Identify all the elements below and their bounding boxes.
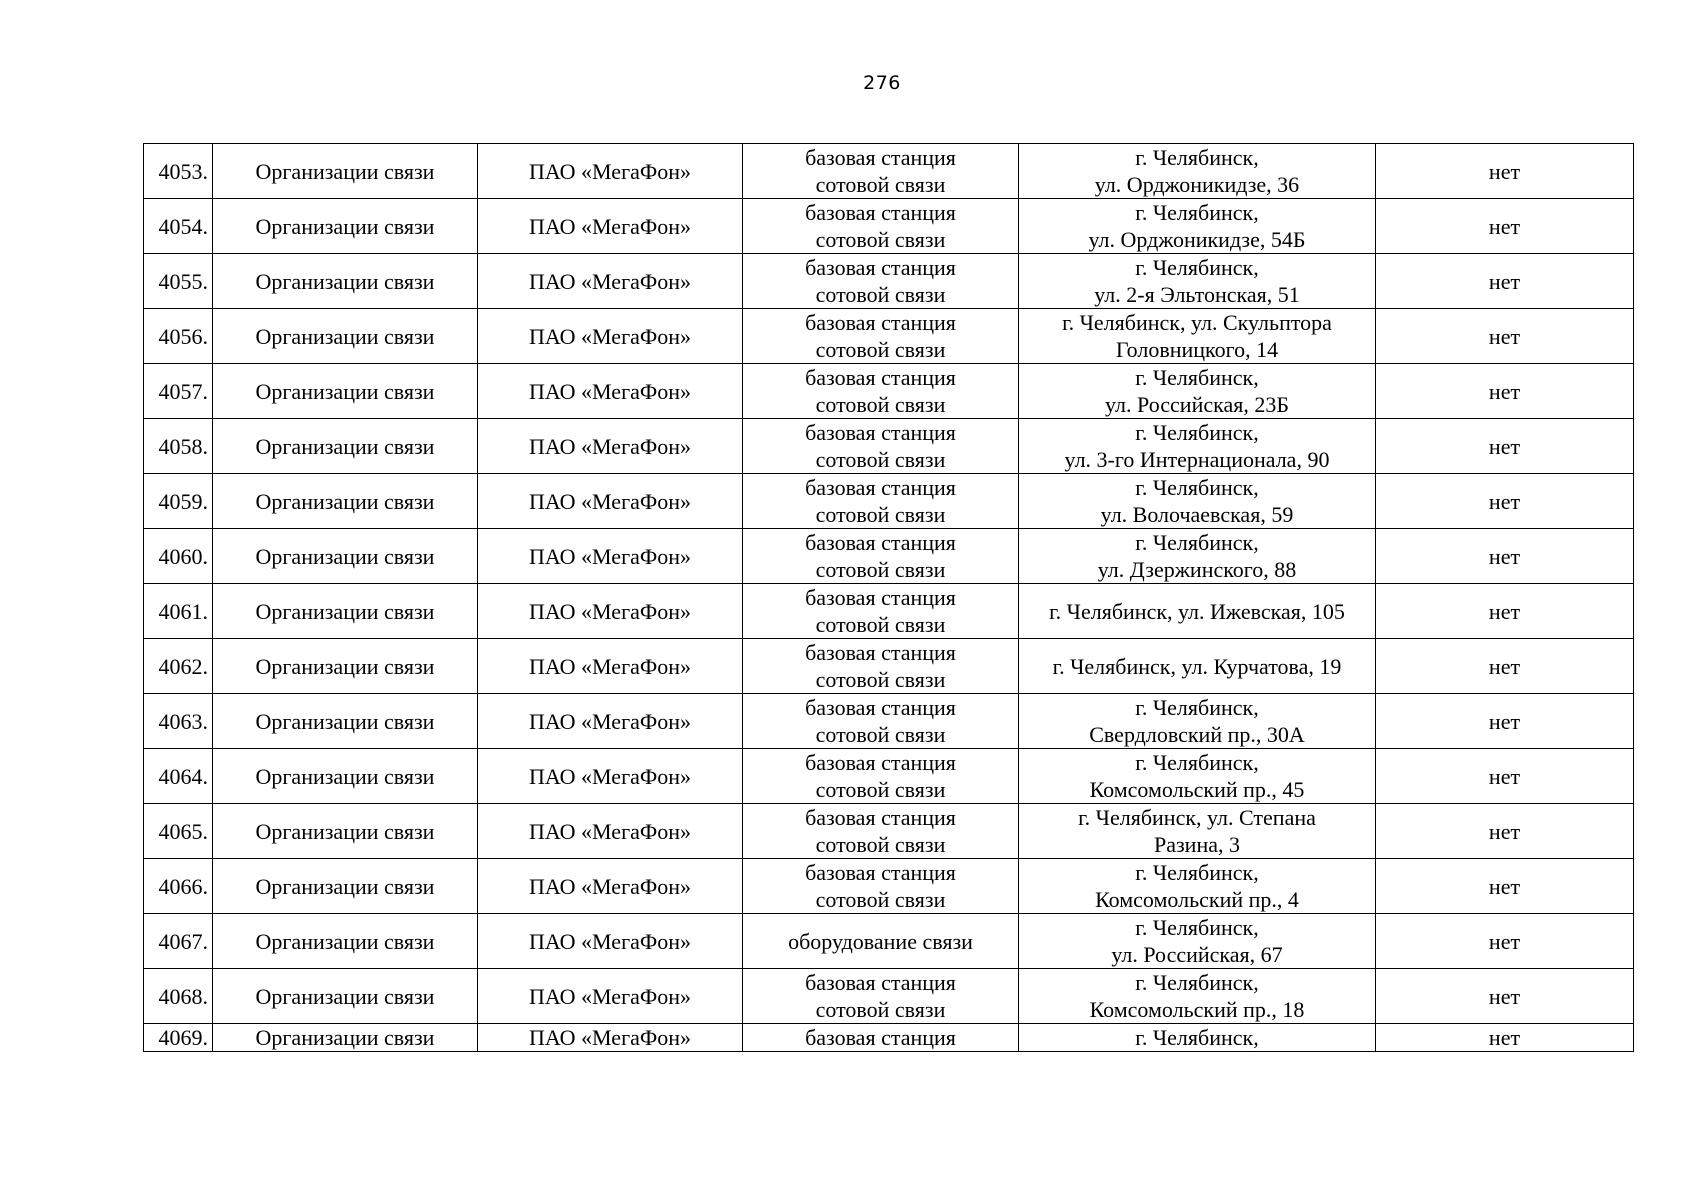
organization-cell: ПАО «МегаФон» bbox=[478, 144, 743, 199]
address-cell bbox=[1019, 859, 1376, 914]
object-cell bbox=[743, 969, 1019, 1024]
address-cell-line: ул. Российская, 23Б bbox=[1105, 392, 1289, 417]
address-cell bbox=[1019, 199, 1376, 254]
organization-cell: ПАО «МегаФон» bbox=[478, 584, 743, 639]
object-cell-line: сотовой связи bbox=[815, 722, 946, 747]
row-number-cell: 4063. bbox=[144, 694, 213, 749]
category-cell: Организации связи bbox=[213, 309, 478, 364]
address-cell-line: г. Челябинск, ул. Степана bbox=[1078, 805, 1316, 830]
registry-table-container bbox=[143, 143, 1634, 1052]
address-cell-line: Головницкого, 14 bbox=[1115, 337, 1279, 362]
address-cell-line: г. Челябинск, bbox=[1135, 255, 1259, 280]
status-cell: нет bbox=[1376, 584, 1634, 639]
row-number-cell: 4068. bbox=[144, 969, 213, 1024]
address-cell-line: ул. Дзержинского, 88 bbox=[1097, 557, 1297, 582]
registry-table bbox=[143, 143, 1634, 1052]
object-cell bbox=[743, 529, 1019, 584]
object-cell-line: базовая станция bbox=[805, 970, 956, 995]
table-row bbox=[144, 914, 1634, 969]
object-cell-line: сотовой связи bbox=[815, 667, 946, 692]
status-cell: нет bbox=[1376, 199, 1634, 254]
status-cell: нет bbox=[1376, 309, 1634, 364]
table-row bbox=[144, 309, 1634, 364]
organization-cell: ПАО «МегаФон» bbox=[478, 419, 743, 474]
organization-cell: ПАО «МегаФон» bbox=[478, 254, 743, 309]
address-cell-line: ул. Волочаевская, 59 bbox=[1100, 502, 1294, 527]
object-cell-line: сотовой связи bbox=[815, 172, 946, 197]
object-cell bbox=[743, 419, 1019, 474]
object-cell-line: сотовой связи bbox=[815, 337, 946, 362]
object-cell-line: сотовой связи bbox=[815, 392, 946, 417]
category-cell: Организации связи bbox=[213, 859, 478, 914]
object-cell bbox=[743, 804, 1019, 859]
object-cell-line: базовая станция bbox=[805, 310, 956, 335]
address-cell-line: Свердловский пр., 30А bbox=[1089, 722, 1305, 747]
object-cell bbox=[743, 1024, 1019, 1052]
status-cell: нет bbox=[1376, 914, 1634, 969]
status-cell: нет bbox=[1376, 859, 1634, 914]
table-row bbox=[144, 584, 1634, 639]
address-cell-line: ул. Российская, 67 bbox=[1111, 942, 1283, 967]
address-cell-line: г. Челябинск, bbox=[1135, 420, 1259, 445]
object-cell-line: базовая станция bbox=[805, 1025, 956, 1050]
row-number-cell: 4057. bbox=[144, 364, 213, 419]
row-number-cell: 4053. bbox=[144, 144, 213, 199]
status-cell: нет bbox=[1376, 364, 1634, 419]
object-cell-line: базовая станция bbox=[805, 530, 956, 555]
row-number-cell: 4061. bbox=[144, 584, 213, 639]
address-cell-line: г. Челябинск, ул. Скульптора bbox=[1062, 310, 1332, 335]
table-row bbox=[144, 969, 1634, 1024]
address-cell-line: ул. 3-го Интернационала, 90 bbox=[1064, 447, 1330, 472]
object-cell-line: сотовой связи bbox=[815, 777, 946, 802]
table-row bbox=[144, 144, 1634, 199]
object-cell-line: сотовой связи bbox=[815, 997, 946, 1022]
object-cell-line: базовая станция bbox=[805, 695, 956, 720]
object-cell-line: базовая станция bbox=[805, 805, 956, 830]
object-cell-line: сотовой связи bbox=[815, 502, 946, 527]
category-cell: Организации связи bbox=[213, 749, 478, 804]
status-cell: нет bbox=[1376, 639, 1634, 694]
address-cell-line: г. Челябинск, bbox=[1135, 145, 1259, 170]
address-cell-line: г. Челябинск, bbox=[1135, 530, 1259, 555]
object-cell-line: базовая станция bbox=[805, 255, 956, 280]
object-cell bbox=[743, 254, 1019, 309]
object-cell-line: базовая станция bbox=[805, 475, 956, 500]
address-cell bbox=[1019, 969, 1376, 1024]
organization-cell: ПАО «МегаФон» bbox=[478, 694, 743, 749]
address-cell-line: Разина, 3 bbox=[1153, 832, 1240, 857]
row-number-cell: 4055. bbox=[144, 254, 213, 309]
status-cell: нет bbox=[1376, 694, 1634, 749]
row-number-cell: 4067. bbox=[144, 914, 213, 969]
status-cell: нет bbox=[1376, 969, 1634, 1024]
table-row bbox=[144, 419, 1634, 474]
address-cell bbox=[1019, 584, 1376, 639]
category-cell: Организации связи bbox=[213, 144, 478, 199]
category-cell: Организации связи bbox=[213, 804, 478, 859]
organization-cell: ПАО «МегаФон» bbox=[478, 969, 743, 1024]
organization-cell: ПАО «МегаФон» bbox=[478, 859, 743, 914]
address-cell-line: г. Челябинск, bbox=[1135, 475, 1259, 500]
status-cell: нет bbox=[1376, 1024, 1634, 1052]
object-cell bbox=[743, 749, 1019, 804]
object-cell-line: базовая станция bbox=[805, 200, 956, 225]
address-cell bbox=[1019, 309, 1376, 364]
category-cell: Организации связи bbox=[213, 584, 478, 639]
object-cell bbox=[743, 584, 1019, 639]
address-cell-line: ул. Орджоникидзе, 54Б bbox=[1088, 227, 1306, 252]
address-cell-line: г. Челябинск, bbox=[1135, 915, 1259, 940]
category-cell: Организации связи bbox=[213, 694, 478, 749]
address-cell bbox=[1019, 1024, 1376, 1052]
organization-cell: ПАО «МегаФон» bbox=[478, 639, 743, 694]
address-cell bbox=[1019, 364, 1376, 419]
table-row bbox=[144, 364, 1634, 419]
object-cell-line: сотовой связи bbox=[815, 282, 946, 307]
category-cell: Организации связи bbox=[213, 364, 478, 419]
object-cell-line: базовая станция bbox=[805, 860, 956, 885]
object-cell-line: базовая станция bbox=[805, 420, 956, 445]
organization-cell: ПАО «МегаФон» bbox=[478, 1024, 743, 1052]
object-cell bbox=[743, 639, 1019, 694]
status-cell: нет bbox=[1376, 254, 1634, 309]
table-row bbox=[144, 804, 1634, 859]
address-cell-line: г. Челябинск, bbox=[1135, 695, 1259, 720]
object-cell-line: базовая станция bbox=[805, 145, 956, 170]
object-cell-line: сотовой связи bbox=[815, 227, 946, 252]
address-cell-line: г. Челябинск, ул. Ижевская, 105 bbox=[1049, 598, 1345, 624]
object-cell-line: базовая станция bbox=[805, 750, 956, 775]
row-number-cell: 4058. bbox=[144, 419, 213, 474]
category-cell: Организации связи bbox=[213, 914, 478, 969]
row-number-cell: 4062. bbox=[144, 639, 213, 694]
address-cell-line: г. Челябинск, bbox=[1135, 1025, 1259, 1050]
address-cell bbox=[1019, 254, 1376, 309]
object-cell bbox=[743, 914, 1019, 969]
category-cell: Организации связи bbox=[213, 1024, 478, 1052]
organization-cell: ПАО «МегаФон» bbox=[478, 749, 743, 804]
address-cell bbox=[1019, 914, 1376, 969]
object-cell bbox=[743, 364, 1019, 419]
organization-cell: ПАО «МегаФон» bbox=[478, 529, 743, 584]
status-cell: нет bbox=[1376, 529, 1634, 584]
address-cell-line: ул. 2-я Эльтонская, 51 bbox=[1094, 282, 1300, 307]
address-cell-line: г. Челябинск, bbox=[1135, 750, 1259, 775]
status-cell: нет bbox=[1376, 749, 1634, 804]
address-cell bbox=[1019, 144, 1376, 199]
table-row bbox=[144, 639, 1634, 694]
address-cell bbox=[1019, 474, 1376, 529]
table-row bbox=[144, 474, 1634, 529]
row-number-cell: 4059. bbox=[144, 474, 213, 529]
row-number-cell: 4069. bbox=[144, 1024, 213, 1052]
category-cell: Организации связи bbox=[213, 474, 478, 529]
row-number-cell: 4066. bbox=[144, 859, 213, 914]
object-cell-line: сотовой связи bbox=[815, 887, 946, 912]
object-cell bbox=[743, 144, 1019, 199]
registry-table-body bbox=[144, 144, 1634, 1052]
address-cell bbox=[1019, 694, 1376, 749]
status-cell: нет bbox=[1376, 144, 1634, 199]
organization-cell: ПАО «МегаФон» bbox=[478, 914, 743, 969]
table-row bbox=[144, 1024, 1634, 1052]
object-cell bbox=[743, 859, 1019, 914]
address-cell-line: г. Челябинск, bbox=[1135, 200, 1259, 225]
address-cell-line: г. Челябинск, bbox=[1135, 970, 1259, 995]
category-cell: Организации связи bbox=[213, 529, 478, 584]
table-row bbox=[144, 199, 1634, 254]
address-cell-line: Комсомольский пр., 18 bbox=[1089, 997, 1305, 1022]
row-number-cell: 4065. bbox=[144, 804, 213, 859]
organization-cell: ПАО «МегаФон» bbox=[478, 804, 743, 859]
address-cell bbox=[1019, 804, 1376, 859]
table-row bbox=[144, 859, 1634, 914]
object-cell bbox=[743, 694, 1019, 749]
status-cell: нет bbox=[1376, 804, 1634, 859]
address-cell bbox=[1019, 639, 1376, 694]
object-cell bbox=[743, 474, 1019, 529]
object-cell-line: сотовой связи bbox=[815, 557, 946, 582]
address-cell-line: г. Челябинск, bbox=[1135, 860, 1259, 885]
address-cell-line: г. Челябинск, ул. Курчатова, 19 bbox=[1052, 653, 1342, 679]
object-cell-line: сотовой связи bbox=[815, 447, 946, 472]
address-cell bbox=[1019, 749, 1376, 804]
table-row bbox=[144, 694, 1634, 749]
object-cell-line: базовая станция bbox=[805, 585, 956, 610]
object-cell bbox=[743, 309, 1019, 364]
category-cell: Организации связи bbox=[213, 419, 478, 474]
object-cell-line: сотовой связи bbox=[815, 612, 946, 637]
organization-cell: ПАО «МегаФон» bbox=[478, 199, 743, 254]
category-cell: Организации связи bbox=[213, 969, 478, 1024]
status-cell: нет bbox=[1376, 474, 1634, 529]
object-cell-line: оборудование связи bbox=[788, 928, 973, 954]
address-cell bbox=[1019, 529, 1376, 584]
category-cell: Организации связи bbox=[213, 254, 478, 309]
object-cell-line: сотовой связи bbox=[815, 832, 946, 857]
table-row bbox=[144, 529, 1634, 584]
address-cell-line: Комсомольский пр., 45 bbox=[1089, 777, 1305, 802]
organization-cell: ПАО «МегаФон» bbox=[478, 474, 743, 529]
category-cell: Организации связи bbox=[213, 639, 478, 694]
row-number-cell: 4054. bbox=[144, 199, 213, 254]
organization-cell: ПАО «МегаФон» bbox=[478, 309, 743, 364]
status-cell: нет bbox=[1376, 419, 1634, 474]
address-cell bbox=[1019, 419, 1376, 474]
organization-cell: ПАО «МегаФон» bbox=[478, 364, 743, 419]
page-number: 276 bbox=[863, 72, 901, 94]
table-row bbox=[144, 254, 1634, 309]
table-row bbox=[144, 749, 1634, 804]
address-cell-line: г. Челябинск, bbox=[1135, 365, 1259, 390]
row-number-cell: 4060. bbox=[144, 529, 213, 584]
address-cell-line: ул. Орджоникидзе, 36 bbox=[1094, 172, 1300, 197]
row-number-cell: 4056. bbox=[144, 309, 213, 364]
category-cell: Организации связи bbox=[213, 199, 478, 254]
address-cell-line: Комсомольский пр., 4 bbox=[1095, 887, 1299, 912]
row-number-cell: 4064. bbox=[144, 749, 213, 804]
object-cell-line: базовая станция bbox=[805, 640, 956, 665]
object-cell bbox=[743, 199, 1019, 254]
object-cell-line: базовая станция bbox=[805, 365, 956, 390]
